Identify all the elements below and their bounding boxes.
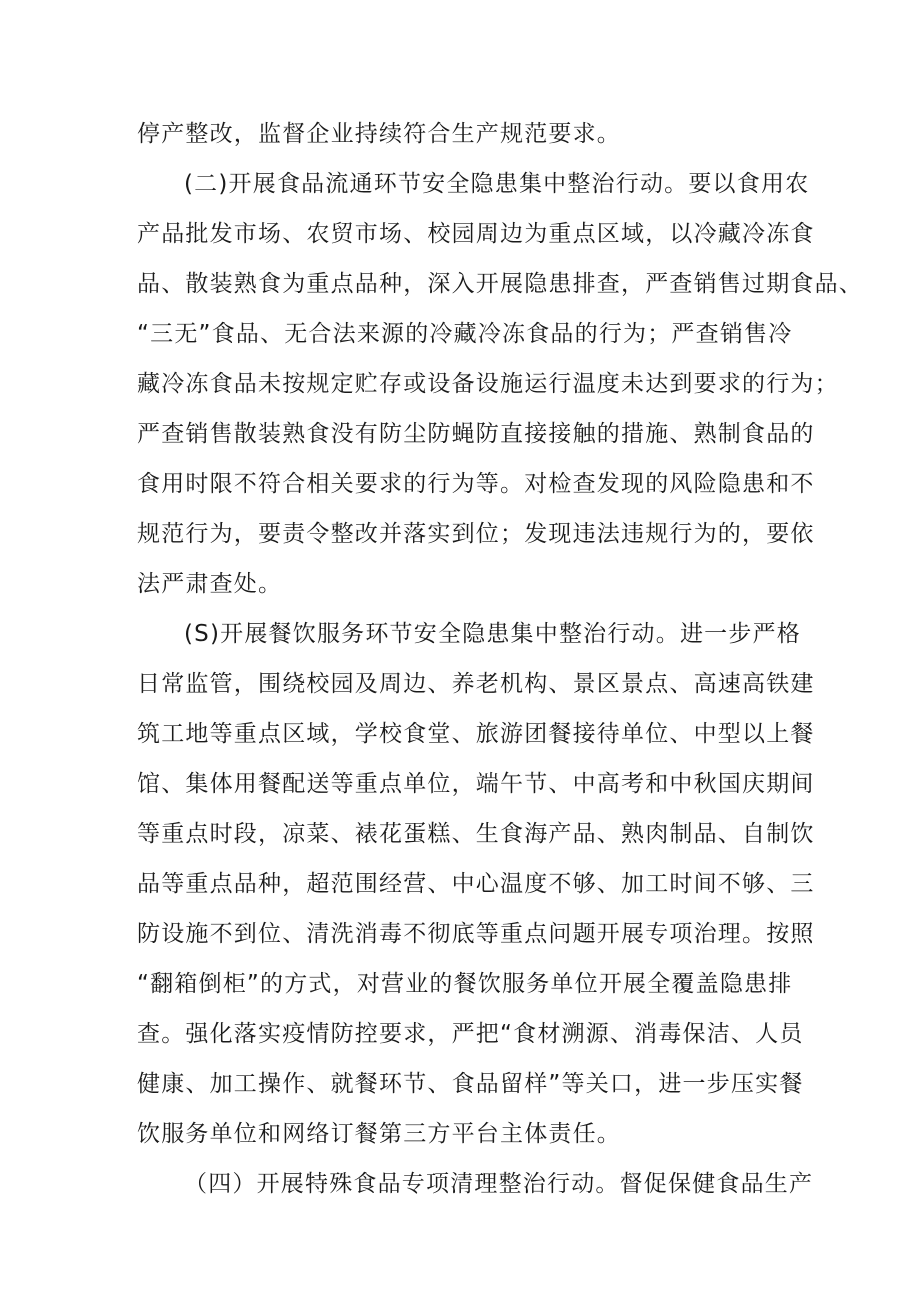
paragraph-3-heading-line: (S)开展餐饮服务环节安全隐患集中整治行动。进一步严格 <box>184 621 801 647</box>
text-line: 饮服务单位和网络订餐第三方平台主体责任。 <box>137 1121 621 1147</box>
text-line: 停产整改，监督企业持续符合生产规范要求。 <box>137 121 621 147</box>
text-line: “翻箱倒柜”的方式，对营业的餐饮服务单位开展全覆盖隐患排 <box>137 971 793 997</box>
text-line: “三无”食品、无合法来源的冷藏冷冻食品的行为；严查销售冷 <box>137 321 793 347</box>
text-line: 防设施不到位、清洗消毒不彻底等重点问题开展专项治理。按照 <box>137 921 815 947</box>
text-line: 产品批发市场、农贸市场、校园周边为重点区域，以冷藏冷冻食 <box>137 221 815 247</box>
text-line: 品、散装熟食为重点品种，深入开展隐患排查，严查销售过期食品、 <box>137 271 863 297</box>
text-line: 法严肃查处。 <box>137 571 283 597</box>
text-line: 规范行为，要责令整改并落实到位；发现违法违规行为的，要依 <box>137 521 815 547</box>
text-line: 严查销售散装熟食没有防尘防蝇防直接接触的措施、熟制食品的 <box>137 421 815 447</box>
text-line: 食用时限不符合相关要求的行为等。对检查发现的风险隐患和不 <box>137 471 815 497</box>
text-line: 筑工地等重点区域，学校食堂、旅游团餐接待单位、中型以上餐 <box>137 721 815 747</box>
text-line: 健康、加工操作、就餐环节、食品留样”等关口，进一步压实餐 <box>137 1071 804 1097</box>
paragraph-4-heading-line: （四）开展特殊食品专项清理整治行动。督促保健食品生产 <box>184 1171 814 1197</box>
text-line: 等重点时段，凉菜、裱花蛋糕、生食海产品、熟肉制品、自制饮 <box>137 821 815 847</box>
text-line: 藏冷冻食品未按规定贮存或设备设施运行温度未达到要求的行为； <box>137 371 839 397</box>
text-line: 品等重点品种，超范围经营、中心温度不够、加工时间不够、三 <box>137 871 815 897</box>
text-line: 查。强化落实疫情防控要求，严把“食材溯源、消毒保洁、人员 <box>137 1021 804 1047</box>
paragraph-2-heading-line: (二)开展食品流通环节安全隐患集中整治行动。要以食用农 <box>184 171 810 197</box>
text-line: 日常监管，围绕校园及周边、养老机构、景区景点、高速高铁建 <box>137 671 815 697</box>
text-line: 馆、集体用餐配送等重点单位，端午节、中高考和中秋国庆期间 <box>137 771 815 797</box>
